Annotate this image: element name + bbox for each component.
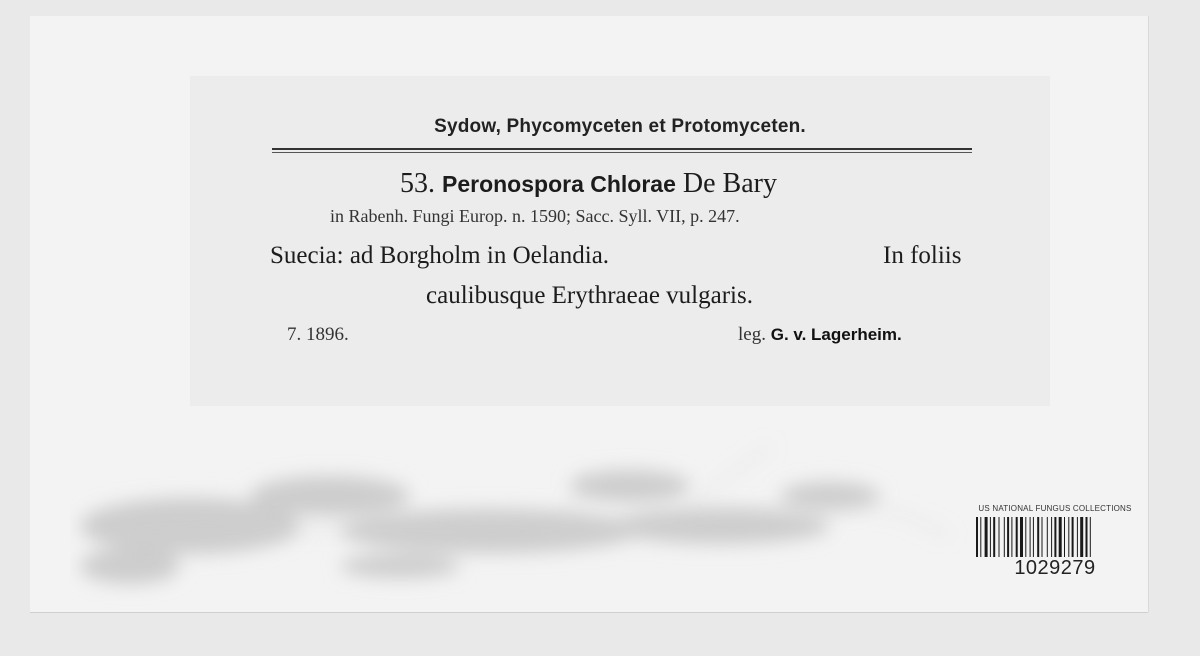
barcode-bar bbox=[1068, 517, 1069, 557]
barcode-bar bbox=[1042, 517, 1043, 557]
barcode-bar bbox=[1011, 517, 1012, 557]
barcode-bars bbox=[974, 517, 1136, 557]
barcode-institution: US NATIONAL FUNGUS COLLECTIONS bbox=[978, 504, 1132, 513]
barcode-bar bbox=[1090, 517, 1091, 557]
genus-species: Peronospora Chlorae bbox=[442, 171, 676, 197]
herbarium-sheet bbox=[30, 16, 1148, 612]
collection-date: 7. 1896. bbox=[287, 324, 349, 345]
barcode-bar bbox=[1059, 517, 1062, 557]
barcode-bar bbox=[980, 517, 981, 557]
barcode-bar bbox=[1037, 517, 1039, 557]
species-author: De Bary bbox=[682, 168, 777, 199]
barcode-number: 1029279 bbox=[1014, 557, 1096, 579]
reference-line: in Rabenh. Fungi Europ. n. 1590; Sacc. Syll. VII, p. 247. bbox=[330, 206, 740, 226]
collector-name: G. v. Lagerheim. bbox=[770, 325, 902, 344]
barcode-bar bbox=[976, 517, 978, 557]
barcode-bar bbox=[1020, 517, 1023, 557]
leg-prefix: leg. bbox=[738, 324, 766, 345]
barcode-bar bbox=[1007, 517, 1009, 557]
barcode-bar bbox=[1051, 517, 1052, 557]
barcode-bar bbox=[1072, 517, 1074, 557]
collector-line bbox=[738, 324, 902, 346]
barcode-bar bbox=[1030, 517, 1031, 557]
species-number: 53. bbox=[400, 168, 435, 199]
barcode-bar bbox=[1047, 517, 1048, 557]
barcode-bar bbox=[1077, 517, 1078, 557]
host-line-2: caulibusque Erythraeae vulgaris. bbox=[426, 282, 753, 309]
barcode-bar bbox=[1004, 517, 1005, 557]
locality-line: Suecia: ad Borgholm in Oelandia. bbox=[270, 242, 610, 269]
barcode-bar bbox=[993, 517, 995, 557]
barcode-bar bbox=[1033, 517, 1034, 557]
barcode-bar bbox=[1054, 517, 1056, 557]
barcode-bar bbox=[1086, 517, 1088, 557]
barcode-bar bbox=[1016, 517, 1018, 557]
specimen-label bbox=[190, 76, 1050, 406]
barcode-bar bbox=[1025, 517, 1026, 557]
barcode-bar bbox=[999, 517, 1000, 557]
barcode-bar bbox=[990, 517, 991, 557]
label-header: Sydow, Phycomyceten et Protomyceten. bbox=[434, 116, 806, 137]
species-line bbox=[400, 168, 777, 200]
barcode-bar bbox=[1064, 517, 1065, 557]
barcode-bar bbox=[1080, 517, 1083, 557]
host-line-1: In foliis bbox=[883, 242, 962, 269]
header-rule bbox=[272, 148, 972, 150]
barcode-label bbox=[960, 504, 1150, 580]
header-rule-thin bbox=[272, 152, 972, 153]
barcode-bar bbox=[985, 517, 988, 557]
